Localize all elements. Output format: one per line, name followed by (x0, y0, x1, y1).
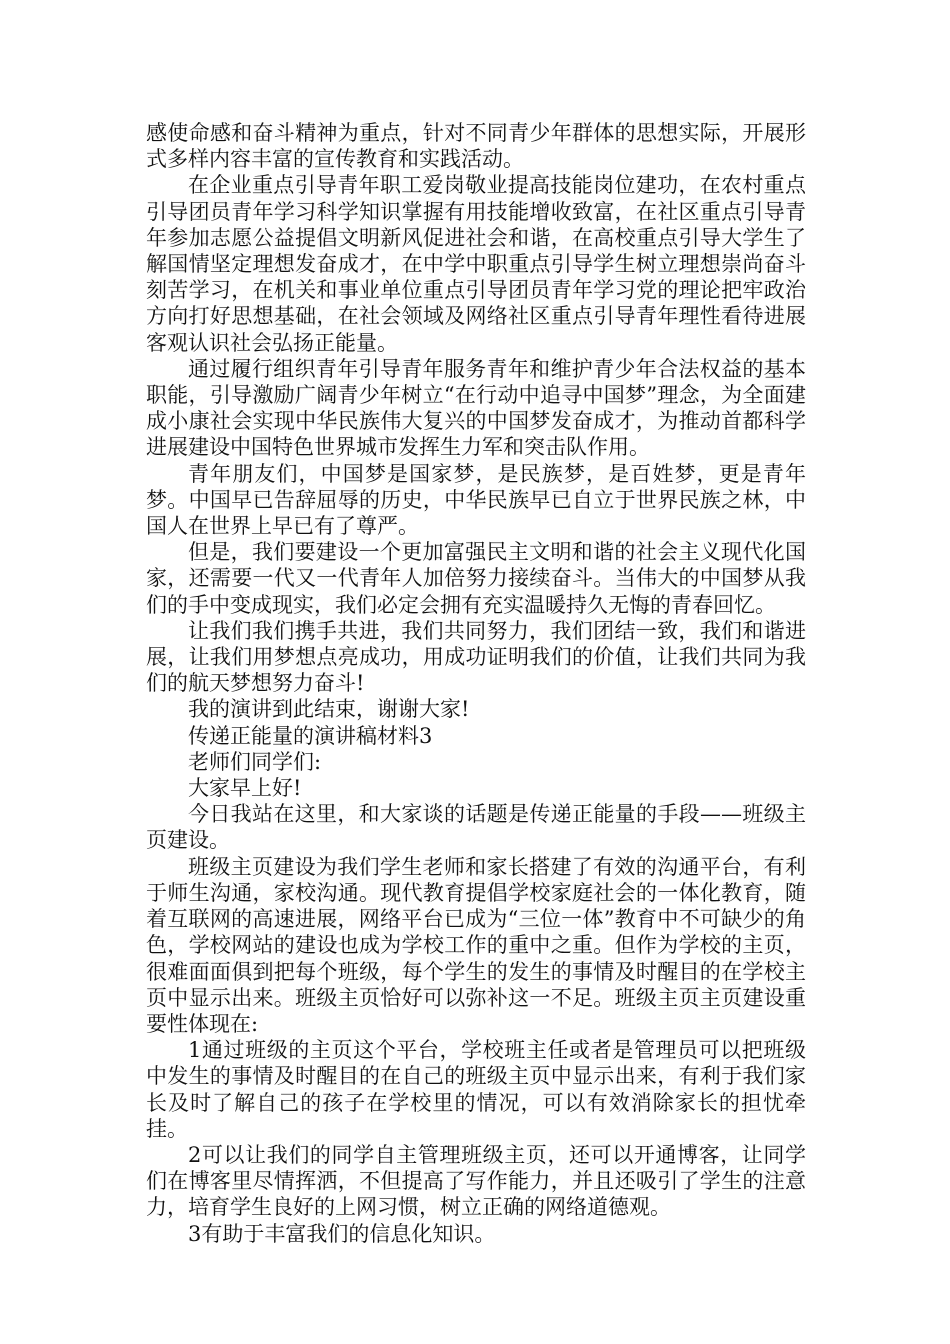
paragraph: 在企业重点引导青年职工爱岗敬业提高技能岗位建功，在农村重点引导团员青年学习科学知识掌握有用技能增收致富，在社区重点引导青年参加志愿公益提倡文明新风促进社会和谐，在高校重点引导大学生了解国情坚定理想发奋成才，在中学中职重点引导学生树立理想崇尚奋斗刻苦学习，在机关和事业单位重点引导团员青年学习党的理论把牢政治方向打好思想基础，在社会领域及网络社区重点引导青年理性看待进展客观认识社会弘扬正能量。 (146, 173, 806, 355)
paragraph: 让我们我们携手共进，我们共同努力，我们团结一致，我们和谐进展，让我们用梦想点亮成功，用成功证明我们的价值，让我们共同为我们的航天梦想努力奋斗! (146, 618, 806, 696)
list-item: 1通过班级的主页这个平台，学校班主任或者是管理员可以把班级中发生的事情及时醒目的在自己的班级主页中显示出来，有利于我们家长及时了解自己的孩子在学校里的情况，可以有效消除家长的担忧牵挂。 (146, 1038, 806, 1141)
list-item: 2可以让我们的同学自主管理班级主页，还可以开通博客，让同学们在博客里尽情挥洒，不但提高了写作能力，并且还吸引了学生的注意力，培育学生良好的上网习惯，树立正确的网络道德观。 (146, 1142, 806, 1220)
paragraph: 青年朋友们，中国梦是国家梦，是民族梦，是百姓梦，更是青年梦。中国早已告辞屈辱的历史，中华民族早已自立于世界民族之林，中国人在世界上早已有了尊严。 (146, 461, 806, 539)
document-body (146, 120, 806, 1247)
paragraph: 感使命感和奋斗精神为重点，针对不同青少年群体的思想实际，开展形式多样内容丰富的宣传教育和实践活动。 (146, 121, 806, 172)
list-item: 3有助于丰富我们的信息化知识。 (188, 1221, 496, 1246)
paragraph: 通过履行组织青年引导青年服务青年和维护青少年合法权益的基本职能，引导激励广阔青少年树立“在行动中追寻中国梦”理念，为全面建成小康社会实现中华民族伟大复兴的中国梦发奋成才，为推动首都科学进展建设中国特色世界城市发挥生力军和突击队作用。 (146, 356, 806, 460)
greeting: 大家早上好! (188, 776, 302, 801)
paragraph: 今日我站在这里，和大家谈的话题是传递正能量的手段——班级主页建设。 (146, 802, 806, 853)
salutation: 老师们同学们: (188, 749, 322, 774)
section-title: 传递正能量的演讲稿材料3 (188, 723, 433, 748)
closing-line: 我的演讲到此结束，谢谢大家! (188, 697, 470, 722)
paragraph: 班级主页建设为我们学生老师和家长搭建了有效的沟通平台，有利于师生沟通，家校沟通。现代教育提倡学校家庭社会的一体化教育，随着互联网的高速进展，网络平台已成为“三位一体”教育中不可缺少的角色，学校网站的建设也成为学校工作的重中之重。但作为学校的主页，很难面面俱到把每个班级，每个学生的发生的事情及时醒目的在学校主页中显示出来。班级主页恰好可以弥补这一不足。班级主页主页建设重要性体现在: (146, 854, 806, 1036)
paragraph: 但是，我们要建设一个更加富强民主文明和谐的社会主义现代化国家，还需要一代又一代青年人加倍努力接续奋斗。当伟大的中国梦从我们的手中变成现实，我们必定会拥有充实温暖持久无悔的青春回忆。 (146, 540, 806, 617)
